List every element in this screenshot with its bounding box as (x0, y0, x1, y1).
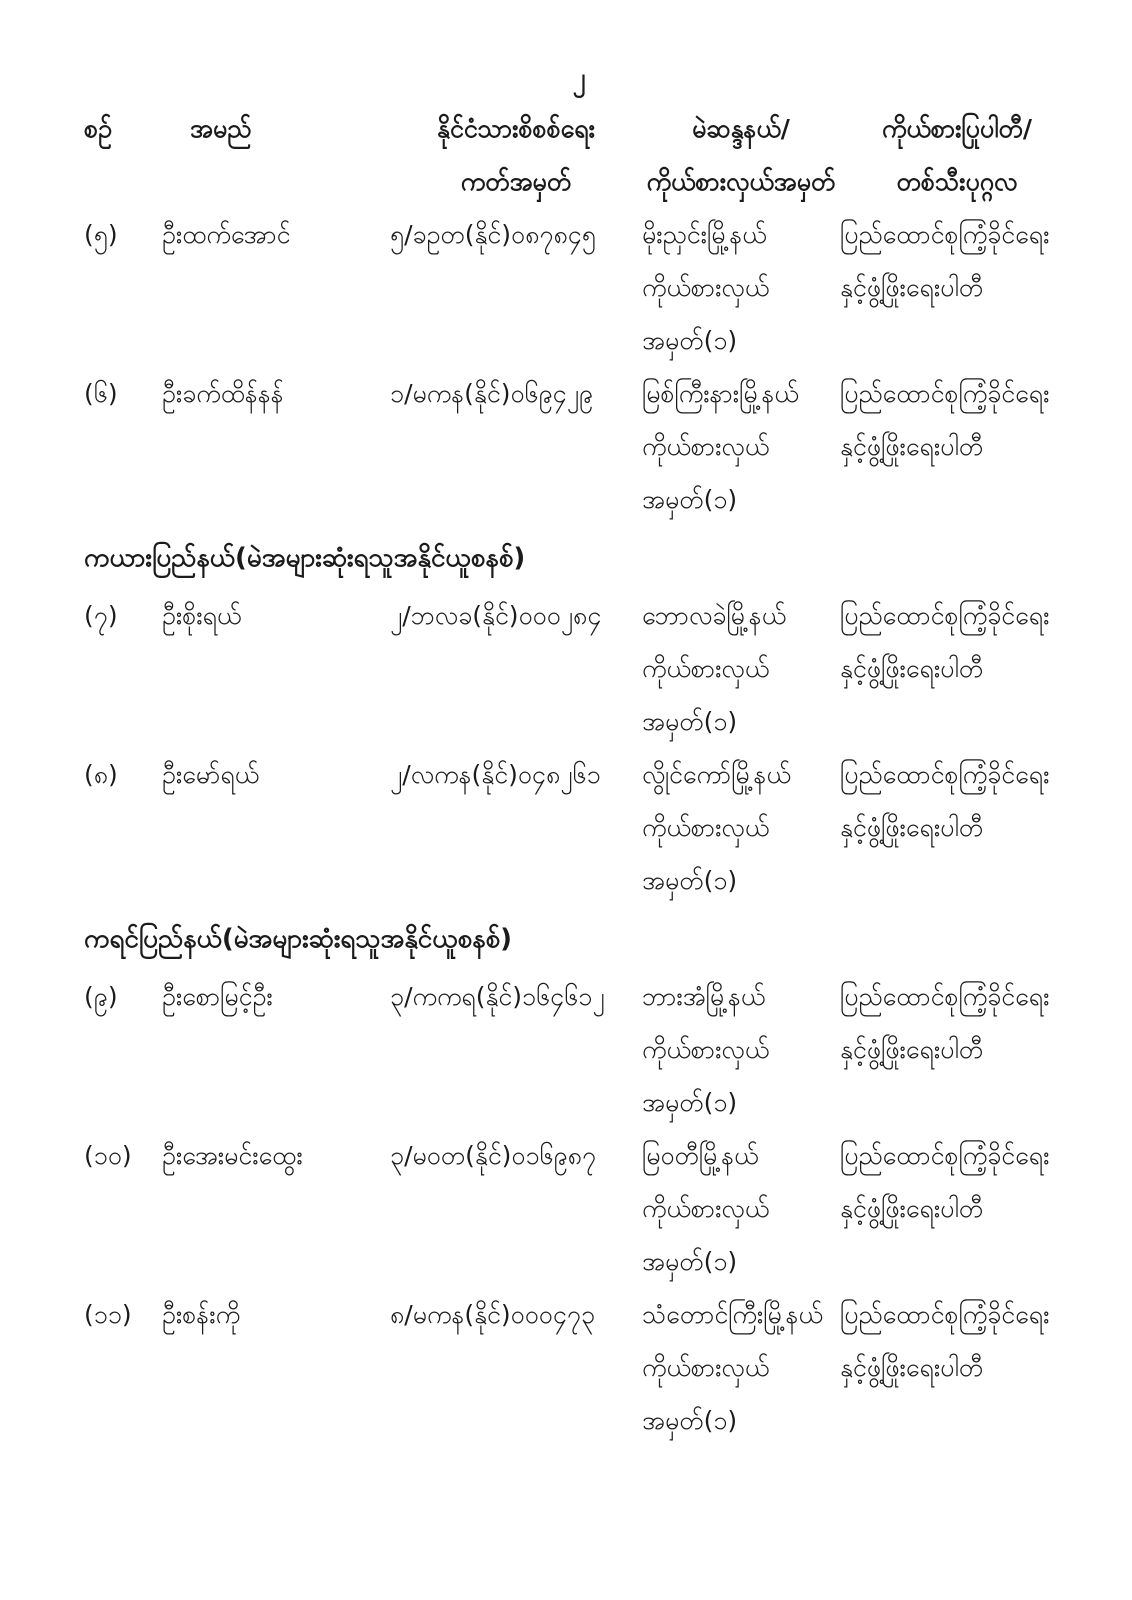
row-constituency: မြဝတီမြို့နယ် ကိုယ်စားလှယ် အမှတ်(၁) (642, 1141, 770, 1276)
row-name: ဦးခက်ထိန်နန် (162, 379, 284, 408)
row-name: ဦးအေးမင်းထွေး (162, 1141, 303, 1170)
header-constituency-line2: ကိုယ်စားလှယ်အမှတ် (646, 167, 836, 196)
row-serial: (၇) (84, 601, 118, 630)
row-name: ဦးမော်ရယ် (162, 760, 259, 789)
row-nrc: ၅/ခဥတ(နိုင်)၀၈၇၈၄၅ (390, 220, 596, 249)
header-nrc (390, 102, 642, 208)
row-serial: (၁၁) (84, 1300, 132, 1329)
header-party (840, 102, 1074, 208)
table-row (84, 367, 1074, 526)
row-name: ဦးစန်းကို (162, 1300, 241, 1329)
row-nrc: ၈/မကန(နိုင်)၀၀၀၄၇၃ (390, 1300, 596, 1329)
table-header (84, 102, 1074, 208)
row-nrc: ၃/မဝတ(နိုင်)၀၁၆၉၈၇ (390, 1141, 597, 1170)
row-constituency: ဘောလခဲမြို့နယ် ကိုယ်စားလှယ် အမှတ်(၁) (642, 601, 786, 736)
row-nrc: ၁/မကန(နိုင်)၀၆၉၄၂၉ (390, 379, 594, 408)
row-serial: (၁၀) (84, 1141, 132, 1170)
row-serial: (၈) (84, 760, 118, 789)
row-party: ပြည်ထောင်စုကြံ့ခိုင်ရေး နှင့်ဖွံ့ဖြိုးရေးပါတီ (840, 982, 1050, 1064)
row-name: ဦးထက်အောင် (162, 220, 291, 249)
table-section (84, 532, 1074, 907)
header-party-line1: ကိုယ်စားပြုပါတီ/ (882, 114, 1032, 143)
table-row (84, 208, 1074, 367)
table-row (84, 1288, 1074, 1447)
header-nrc-line2: ကတ်အမှတ် (460, 167, 572, 196)
row-party: ပြည်ထောင်စုကြံ့ခိုင်ရေး နှင့်ဖွံ့ဖြိုးရေးပါတီ (840, 1141, 1050, 1223)
row-party: ပြည်ထောင်စုကြံ့ခိုင်ရေး နှင့်ဖွံ့ဖြိုးရေးပါတီ (840, 601, 1050, 683)
row-party: ပြည်ထောင်စုကြံ့ခိုင်ရေး နှင့်ဖွံ့ဖြိုးရေးပါတီ (840, 760, 1050, 842)
row-name: ဦးစောမြင့်ဦး (162, 982, 273, 1011)
table-row (84, 970, 1074, 1129)
row-nrc: ၂/လကန(နိုင်)၀၄၈၂၆၁ (390, 760, 601, 789)
header-serial-label: စဉ် (84, 114, 112, 143)
header-constituency-line1: မဲဆန္ဒနယ်/ (692, 114, 790, 143)
table-section (84, 208, 1074, 526)
row-constituency: ဘားအံမြို့နယ် ကိုယ်စားလှယ် အမှတ်(၁) (642, 982, 770, 1117)
row-constituency: လွိုင်ကော်မြို့နယ် ကိုယ်စားလှယ် အမှတ်(၁) (642, 760, 791, 895)
table-row (84, 748, 1074, 907)
header-nrc-line1: နိုင်ငံသားစိစစ်ရေး (437, 114, 595, 143)
section-heading: ကယားပြည်နယ်(မဲအများဆုံးရသူအနိုင်ယူစနစ်) (84, 543, 526, 573)
row-serial: (၉) (84, 982, 118, 1011)
page-number: ၂ (572, 63, 586, 93)
row-nrc: ၂/ဘလခ(နိုင်)၀၀၀၂၈၄ (390, 601, 602, 630)
table-row (84, 589, 1074, 748)
row-party: ပြည်ထောင်စုကြံ့ခိုင်ရေး နှင့်ဖွံ့ဖြိုးရေးပါတီ (840, 379, 1050, 461)
row-constituency: မြစ်ကြီးနားမြို့နယ် ကိုယ်စားလှယ် အမှတ်(၁) (642, 379, 799, 514)
header-constituency (642, 102, 840, 208)
header-party-line2: တစ်သီးပုဂ္ဂလ (896, 167, 1018, 196)
row-name: ဦးစိုးရယ် (162, 601, 242, 630)
header-name (162, 102, 390, 155)
row-constituency: သံတောင်ကြီးမြို့နယ် ကိုယ်စားလှယ် အမှတ်(၁) (642, 1300, 823, 1435)
row-serial: (၆) (84, 379, 118, 408)
table-section (84, 913, 1074, 1447)
row-party: ပြည်ထောင်စုကြံ့ခိုင်ရေး နှင့်ဖွံ့ဖြိုးရေးပါတီ (840, 1300, 1050, 1382)
row-serial: (၅) (84, 220, 118, 249)
section-heading: ကရင်ပြည်နယ်(မဲအများဆုံးရသူအနိုင်ယူစနစ်) (84, 924, 513, 954)
table-row (84, 1129, 1074, 1288)
row-constituency: မိုးညှင်းမြို့နယ် ကိုယ်စားလှယ် အမှတ်(၁) (642, 220, 770, 355)
row-party: ပြည်ထောင်စုကြံ့ခိုင်ရေး နှင့်ဖွံ့ဖြိုးရေးပါတီ (840, 220, 1050, 302)
row-nrc: ၃/ကကရ(နိုင်)၁၆၄၆၁၂ (390, 982, 605, 1011)
header-serial (84, 102, 162, 155)
header-name-label: အမည် (190, 114, 252, 143)
